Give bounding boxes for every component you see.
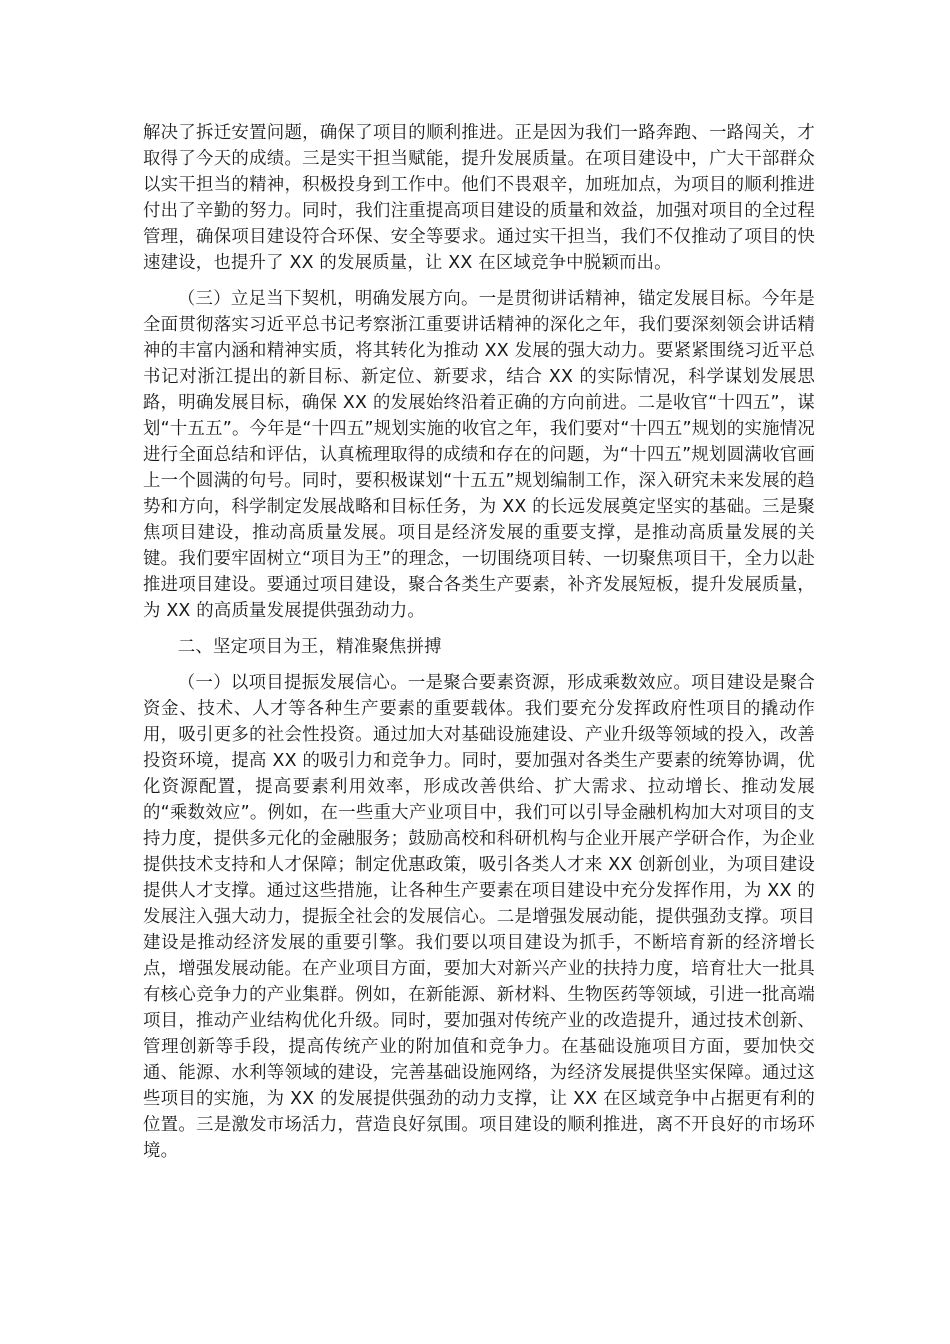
document-body	[143, 120, 815, 1164]
paragraph-subsection-one: （一）以项目提振发展信心。一是聚合要素资源，形成乘数效应。项目建设是聚合资金、技术、人才等各种生产要素的重要载体。我们要充分发挥政府性项目的撬动作用，吸引更多的社会性投资。通过加大对基础设施建设、产业升级等领域的投入，改善投资环境，提高 XX 的吸引力和竞争力。同时，要加强对各类生产要素的统筹协调，优化资源配置，提高要素利用效率，形成改善供给、扩大需求、拉动增长、推动发展的“乘数效应”。例如，在一些重大产业项目中，我们可以引导金融机构加大对项目的支持力度，提供多元化的金融服务；鼓励高校和科研机构与企业开展产学研合作，为企业提供技术支持和人才保障；制定优惠政策，吸引各类人才来 XX 创新创业，为项目建设提供人才支撑。通过这些措施，让各种生产要素在项目建设中充分发挥作用，为 XX 的发展注入强大动力，提振全社会的发展信心。二是增强发展动能，提供强劲支撑。项目建设是推动经济发展的重要引擎。我们要以项目建设为抓手，不断培育新的经济增长点，增强发展动能。在产业项目方面，要加大对新兴产业的扶持力度，培育壮大一批具有核心竞争力的产业集群。例如，在新能源、新材料、生物医药等领域，引进一批高端项目，推动产业结构优化升级。同时，要加强对传统产业的改造提升，通过技术创新、管理创新等手段，提高传统产业的附加值和竞争力。在基础设施项目方面，要加快交通、能源、水利等领域的建设，完善基础设施网络，为经济发展提供坚实保障。通过这些项目的实施，为 XX 的发展提供强劲的动力支撑，让 XX 在区域竞争中占据更有利的位置。三是激发市场活力，营造良好氛围。项目建设的顺利推进，离不开良好的市场环境。	[143, 673, 815, 1161]
section-heading: 二、坚定项目为王，精准聚焦拼搏	[177, 637, 442, 657]
paragraph-continuation: 解决了拆迁安置问题，确保了项目的顺利推进。正是因为我们一路奔跑、一路闯关，才取得了今天的成绩。三是实干担当赋能，提升发展质量。在项目建设中，广大干部群众以实干担当的精神，积极投身到工作中。他们不畏艰辛，加班加点，为项目的顺利推进付出了辛勤的努力。同时，我们注重提高项目建设的质量和效益，加强对项目的全过程管理，确保项目建设符合环保、安全等要求。通过实干担当，我们不仅推动了项目的快速建设，也提升了 XX 的发展质量，让 XX 在区域竞争中脱颖而出。	[143, 123, 815, 273]
paragraph-section-three: （三）立足当下契机，明确发展方向。一是贯彻讲话精神，锚定发展目标。今年是全面贯彻落实习近平总书记考察浙江重要讲话精神的深化之年，我们要深刻领会讲话精神的丰富内涵和精神实质，将其转化为推动 XX 发展的强大动力。要紧紧围绕习近平总书记对浙江提出的新目标、新定位、新要求，结合 XX 的实际情况，科学谋划发展思路，明确发展目标，确保 XX 的发展始终沿着正确的方向前进。二是收官“十四五”，谋划“十五五”。今年是“十四五”规划实施的收官之年，我们要对“十四五”规划的实施情况进行全面总结和评估，认真梳理取得的成绩和存在的问题，为“十四五”规划圆满收官画上一个圆满的句号。同时，要积极谋划“十五五”规划编制工作，深入研究未来发展的趋势和方向，科学制定发展战略和目标任务，为 XX 的长远发展奠定坚实的基础。三是聚焦项目建设，推动高质量发展。项目是经济发展的重要支撑，是推动高质量发展的关键。我们要牢固树立“项目为王”的理念，一切围绕项目转、一切聚焦项目干，全力以赴推进项目建设。要通过项目建设，聚合各类生产要素，补齐发展短板，提升发展质量，为 XX 的高质量发展提供强劲动力。	[143, 289, 815, 621]
